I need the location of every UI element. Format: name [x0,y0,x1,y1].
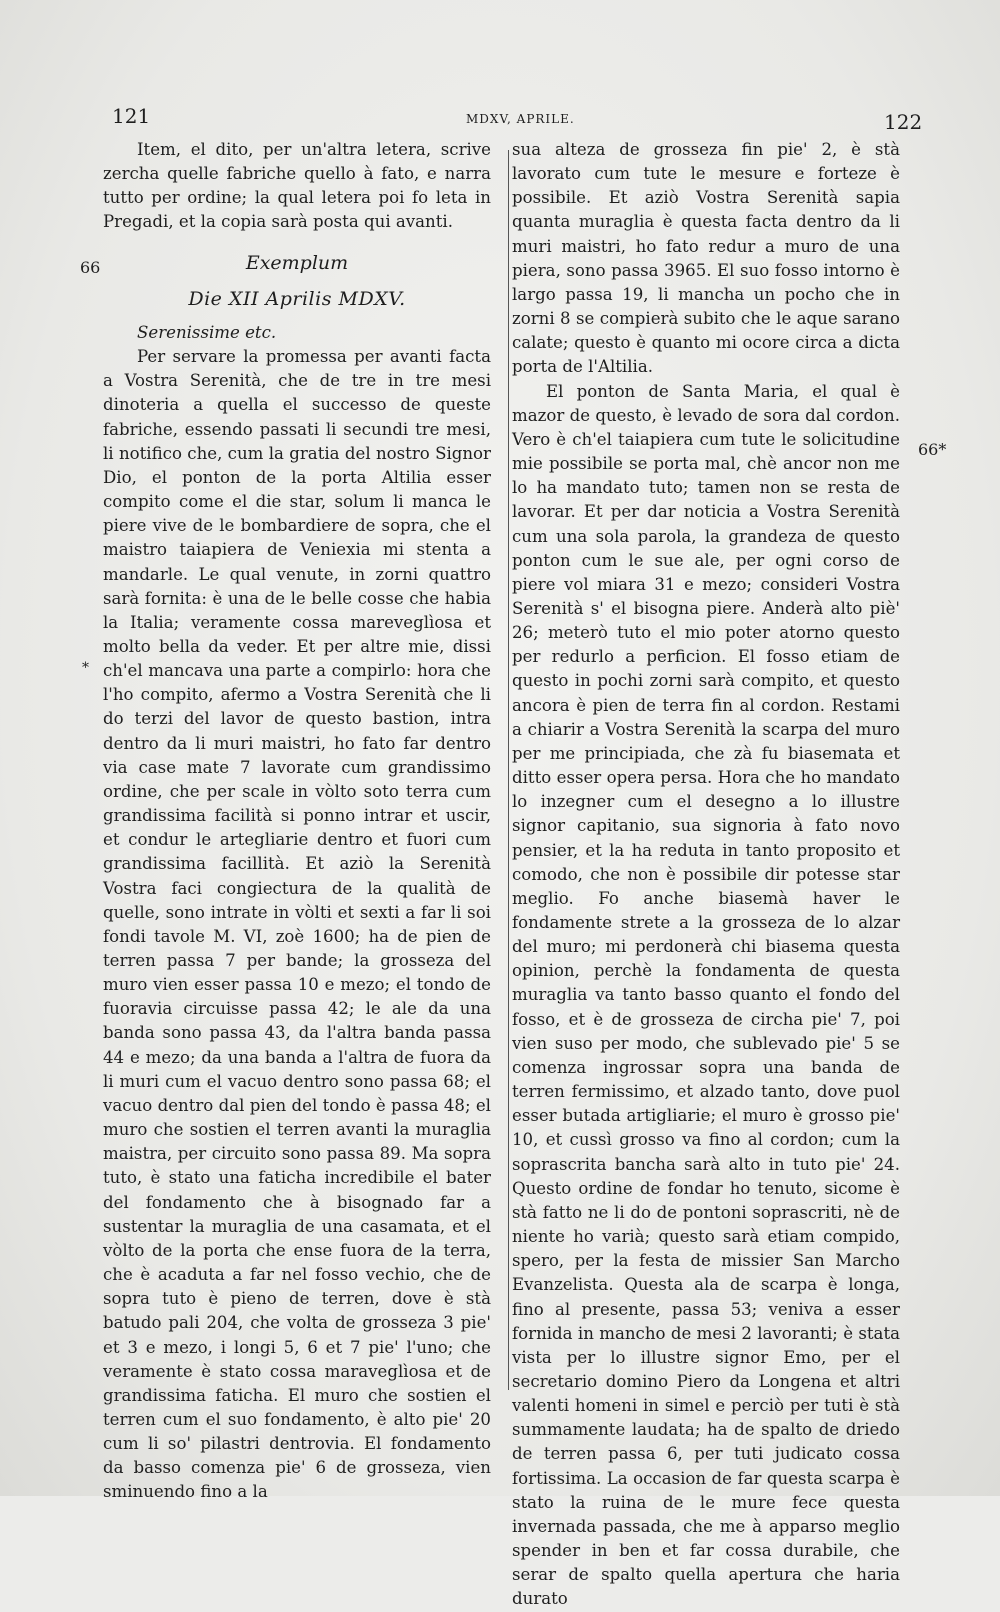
heading-exemplum: Exemplum [245,251,349,274]
page-number-left: 121 [112,104,151,128]
margin-note-right: 66* [918,440,947,459]
salutation: Serenissime etc. [137,322,277,342]
right-paragraph-2: El ponton de Santa Maria, el qual è mazor de questo, è levado de sora dal cordon. Vero è ch'el taiapiera cum tute le solicitudine mie possibile se porta mal, chè ancor non me lo ha mandato tuto; tamen non se resta de lavorar. Et per dar noticia a Vostra Serenità cum una sola parola, la grandeza de questo ponton cum le sue ale, per ogni corso de piere vol miara 31 e mezo; consideri Vostra Serenità s' el bisogna piere. Anderà alto piè' 26; meterò tuto el mio poter atorno questo per redurlo a perficion. El fosso etiam de questo in pochi zorni sarà compito, et questo ancora è pien de terra fin al cordon. Restami a chiarir a Vostra Serenità la scarpa del muro per me principiada, che zà fu biasemata et ditto esser opera persa. Hora che ho mandato lo inzegner cum el desegno a lo illustre signor capitanio, sua signoria à fato novo pensier, et la ha reduta in tanto proposito et comodo, che non è possibile dir potesse star meglio. Fo anche biasemà haver le fondamente strete a la grosseza de lo alzar del muro; mi perdonerà chi biasema questa opinion, perchè la fondamenta de questa muraglia va tanto basso quanto el fondo del fosso, et è de grosseza de circha pie' 7, poi vien suso per modo, che sublevado pie' 5 se comenza ingrossar sopra una banda de terren fermissimo, et alzado tanto, dove puol esser butada artigliarie; el muro è grosso pie' 10, et cussì grosso va fino al cordon; cum la soprascrita bancha sarà alto in tuto pie' 24. Questo ordine de fondar ho tenuto, sicome è stà fatto ne li do de pontoni soprascriti, nè de niente ho varià; questo sarà etiam compido, spero, per la festa de missier San Marcho Evanzelista. Questa ala de scarpa è longa, fino al presente, passa 53; veniva a esser fornida in mancho de mesi 2 lavoranti; è stata vista per lo illustre signor Emo, per el secretario domino Piero da Longena et altri valenti homeni in simel e perciò per tuti è stà summamente laudata; ha de spalto de driedo de terren passa 6, per tuti judicato cossa fortissima. La occasion de far questa scarpa è stato la ruina de le mure fece questa invernada passada, che me à apparso meglio spender in ben et far cossa durabile, che serar de spalto quella apertura che haria durato [512,381,900,1609]
left-column [103,138,491,1505]
right-column [512,138,900,1612]
heading-date: Die XII Aprilis MDXV. [188,287,406,310]
right-paragraph-1: sua alteza de grosseza fin pie' 2, è stà lavorato cum tute le mesure e forteze è possibile. Et aziò Vostra Serenità sapia quanta muraglia è questa facta dentro da li muri maistri, ho fato redur a muro de una piera, sono passa 3965. El suo fosso intorno è largo passa 19, li mancha un pocho che in zorni 8 se compierà subito che le aque sarano calate; questo è quanto mi ocore circa a dicta porta de l'Altilia. [512,140,900,377]
intro-paragraph: Item, el dito, per un'altra letera, scrive zercha quelle fabriche quello à fato, e narra tutto per ordine; la qual letera poi fo leta in Pregadi, et la copia sarà posta qui avanti. [103,140,491,232]
running-header [0,100,1000,134]
running-title: MDXV, APRILE. [466,112,575,126]
column-divider [508,150,509,1390]
page-number-right: 122 [884,110,923,134]
margin-mark: * [82,660,89,676]
margin-note-left: 66 [80,258,101,277]
letter-body: Per servare la promessa per avanti facta a Vostra Serenità, che de tre in tre mesi dinoteria a quella el successo de queste fabriche, essendo passati li secundi tre mesi, li notifico che, cum la gratia del nostro Signor Dio, el ponton de la porta Altilia esser compito come el die star, solum li manca le piere vive de le bombardiere de sopra, che el maistro taiapiera de Veniexia mi stenta a mandarle. Le qual venute, in zorni quattro sarà fornita: è una de le belle cosse che habia la Italia; veramente cossa mareveglìosa et molto bella da veder. Et per altre mie, dissi ch'el mancava una parte a compirlo: hora che l'ho compito, afermo a Vostra Serenità che li do terzi del lavor de questo bastion, intra dentro da li muri maistri, ho fato far dentro via case mate 7 lavorate cum grandissimo ordine, che per scale in vòlto soto terra cum grandissima facilità si ponno intrar et uscir, et condur le artegliarie dentro et fuori cum grandissima facillità. Et aziò la Serenità Vostra faci congiectura de la qualità de quelle, sono intrate in vòlti et sexti a far li soi fondi tavole M. VI, zoè 1600; ha de pien de terren passa 7 per bande; la grosseza del muro vien esser passa 10 e mezo; el tondo de fuoravia circuisse passa 42; le ale da una banda sono passa 43, da l'altra banda passa 44 e mezo; da una banda a l'altra de fuora da li muri cum el vacuo dentro sono passa 68; el vacuo dentro dal pien del tondo è passa 48; el muro che sostien el terren avanti la muraglia maistra, per circuito sono passa 89. Ma sopra tuto, è stato una faticha incredibile el bater del fondamento che à bisognado far a sustentar la muraglia de una casamata, et el vòlto de la porta che ense fuora de la terra, che è acaduta a far nel fosso vechio, che de sopra tuto è pieno de terren, dove è stà batudo pali 204, che volta de grosseza 3 pie' et 3 e mezo, i longi 5, 6 et 7 pie' l'uno; che veramente è stato cossa maraveglìosa et de grandissima faticha. El muro che sostien el terren cum el suo fondamento, è alto pie' 20 cum li so' pilastri dentrovia. El fondamento da basso comenza pie' 6 de grosseza, vien sminuendo fino a la [103,347,491,1502]
